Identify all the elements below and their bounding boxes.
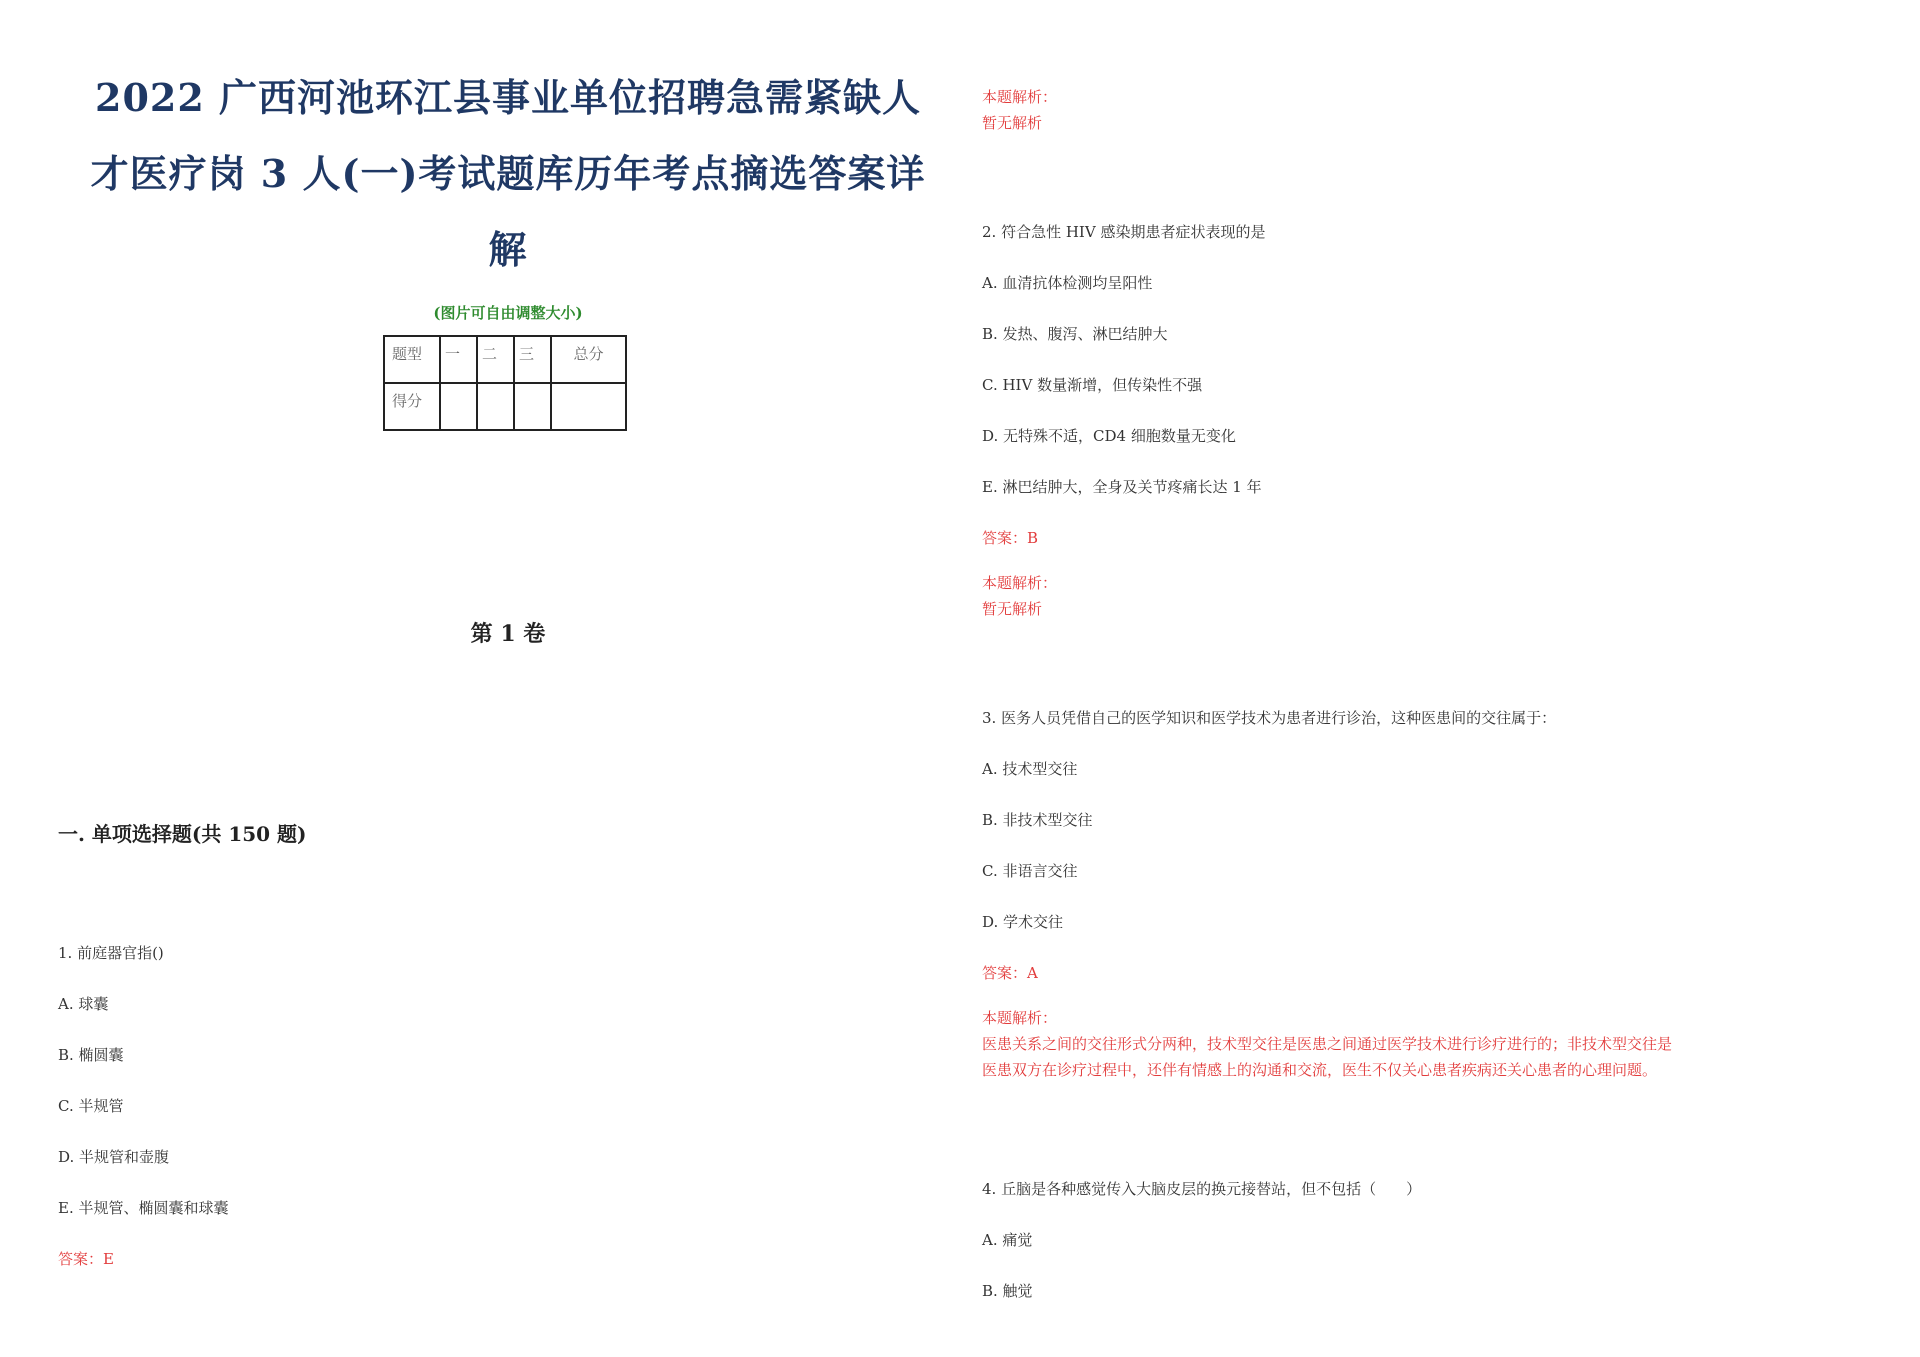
score-table — [383, 335, 627, 431]
option-e: E. 半规管、椭圆囊和球囊 — [58, 1199, 229, 1217]
question-text: 3. 医务人员凭借自己的医学知识和医学技术为患者进行诊治，这种医患间的交往属于： — [982, 709, 1557, 727]
score-table-score-row — [384, 383, 626, 430]
option-d: D. 无特殊不适，CD4 细胞数量无变化 — [982, 427, 1236, 445]
option-a: A. 技术型交往 — [982, 760, 1078, 778]
title-line-1: 2022 广西河池环江县事业单位招聘急需紧缺人 — [95, 75, 921, 120]
option-c: C. HIV 数量渐增，但传染性不强 — [982, 376, 1203, 394]
option-a: A. 血清抗体检测均呈阳性 — [982, 274, 1153, 292]
question-text: 2. 符合急性 HIV 感染期患者症状表现的是 — [982, 223, 1266, 241]
question-1-analysis — [982, 84, 1882, 136]
section-heading: 一. 单项选择题(共 150 题) — [58, 822, 307, 846]
option-d: D. 学术交往 — [982, 913, 1064, 931]
score-table-empty-cell — [440, 383, 477, 430]
option-d: D. 半规管和壶腹 — [58, 1148, 170, 1166]
score-table-cell: 题型 — [384, 336, 440, 383]
analysis-text: 暂无解析 — [982, 114, 1043, 132]
analysis-label: 本题解析： — [982, 88, 1058, 106]
option-c: C. 非语言交往 — [982, 862, 1078, 880]
answer-label: 答案：E — [58, 1250, 114, 1268]
score-table-cell: 总分 — [551, 336, 626, 383]
score-table-cell: 三 — [514, 336, 551, 383]
option-c: C. 半规管 — [58, 1097, 124, 1115]
question-2 — [982, 222, 1882, 622]
right-column — [982, 84, 1882, 1301]
option-b: B. 发热、腹泻、淋巴结肿大 — [982, 325, 1168, 343]
title-line-2: 才医疗岗 3 人(一)考试题库历年考点摘选答案详 — [90, 151, 926, 196]
volume-label: 第 1 卷 — [470, 621, 546, 647]
score-table-empty-cell — [477, 383, 514, 430]
analysis-text — [982, 1031, 1882, 1083]
answer-label: 答案：A — [982, 964, 1038, 982]
answer-label: 答案：B — [982, 529, 1039, 547]
question-text: 4. 丘脑是各种感觉传入大脑皮层的换元接替站，但不包括（ ） — [982, 1180, 1422, 1198]
title-line-3: 解 — [488, 227, 528, 272]
left-column — [58, 60, 958, 1269]
question-3 — [982, 708, 1882, 1083]
score-table-header-row — [384, 336, 626, 383]
score-table-cell: 一 — [440, 336, 477, 383]
option-b: B. 触觉 — [982, 1282, 1033, 1300]
document-title — [58, 60, 958, 288]
question-1 — [58, 943, 958, 1269]
option-b: B. 椭圆囊 — [58, 1046, 124, 1064]
image-resize-note: (图片可自由调整大小) — [433, 304, 583, 322]
option-b: B. 非技术型交往 — [982, 811, 1093, 829]
score-table-empty-cell — [551, 383, 626, 430]
option-a: A. 球囊 — [58, 995, 109, 1013]
analysis-label: 本题解析： — [982, 1009, 1058, 1027]
score-table-cell: 二 — [477, 336, 514, 383]
analysis-text: 暂无解析 — [982, 600, 1043, 618]
question-text: 1. 前庭器官指() — [58, 944, 164, 962]
analysis-label: 本题解析： — [982, 574, 1058, 592]
option-a: A. 痛觉 — [982, 1231, 1033, 1249]
option-e: E. 淋巴结肿大，全身及关节疼痛长达 1 年 — [982, 478, 1262, 496]
score-table-cell: 得分 — [384, 383, 440, 430]
analysis-line: 医患关系之间的交往形式分两种，技术型交往是医患之间通过医学技术进行诊疗进行的；非技术型交往是 — [982, 1035, 1673, 1053]
analysis-line: 医患双方在诊疗过程中，还伴有情感上的沟通和交流，医生不仅关心患者疾病还关心患者的心理问题。 — [982, 1061, 1658, 1079]
score-table-empty-cell — [514, 383, 551, 430]
question-4 — [982, 1179, 1882, 1301]
